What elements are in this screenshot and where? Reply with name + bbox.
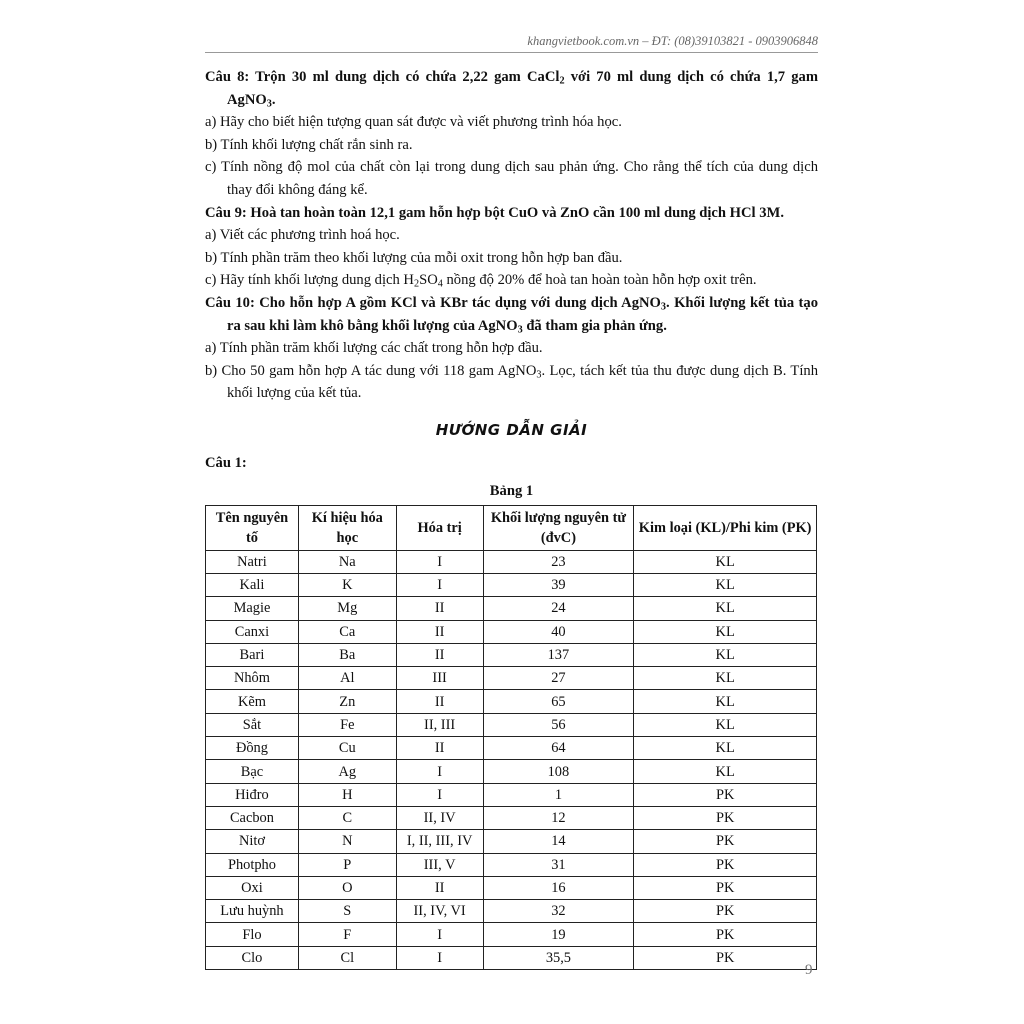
question-8-text: Trộn 30 ml dung dịch có chứa 2,22 gam CaCl	[255, 69, 560, 85]
table-row	[206, 667, 817, 690]
question-9-part-c	[205, 269, 818, 292]
cell-element-name: Sắt	[206, 713, 299, 736]
cell-atomic-mass: 56	[483, 713, 634, 736]
cell-symbol: F	[298, 923, 396, 946]
header-valence: Hóa trị	[396, 505, 483, 550]
cell-element-name: Lưu huỳnh	[206, 900, 299, 923]
cell-metal-type: KL	[634, 690, 817, 713]
solution-title: HƯỚNG DẪN GIẢI	[435, 420, 588, 439]
subscript: 3	[517, 324, 523, 336]
cell-element-name: Natri	[206, 550, 299, 573]
cell-element-name: Cacbon	[206, 806, 299, 829]
cell-metal-type: KL	[634, 713, 817, 736]
cell-symbol: Fe	[298, 713, 396, 736]
cell-metal-type: KL	[634, 573, 817, 596]
cell-atomic-mass: 1	[483, 783, 634, 806]
subscript: 3	[660, 301, 667, 313]
cell-valence: I	[396, 760, 483, 783]
cell-valence: I	[396, 946, 483, 969]
header-atomic-mass: Khối lượng nguyên tử (đvC)	[483, 505, 634, 550]
question-10-text: Cho hỗn hợp A gồm KCl và KBr tác dụng với dung dịch AgNO	[259, 294, 661, 311]
table-row	[206, 923, 817, 946]
cell-valence: I	[396, 783, 483, 806]
cell-symbol: C	[298, 806, 396, 829]
cell-atomic-mass: 65	[483, 690, 634, 713]
header-symbol: Kí hiệu hóa học	[298, 505, 396, 550]
table-row	[206, 900, 817, 923]
cell-metal-type: KL	[634, 620, 817, 643]
cell-symbol: P	[298, 853, 396, 876]
question-8-text: .	[271, 91, 276, 108]
cell-symbol: Ba	[298, 643, 396, 666]
table-row	[206, 946, 817, 969]
cell-valence: II, IV	[396, 806, 483, 829]
cell-metal-type: PK	[634, 946, 817, 969]
cell-atomic-mass: 19	[483, 923, 634, 946]
table-row	[206, 830, 817, 853]
page-content	[205, 66, 818, 970]
subscript: 2	[413, 278, 420, 290]
cell-element-name: Đồng	[206, 737, 299, 760]
question-10-text: đã tham gia phản ứng.	[522, 317, 667, 334]
table-row	[206, 713, 817, 736]
cell-metal-type: KL	[634, 667, 817, 690]
table-row	[206, 783, 817, 806]
table-row	[206, 876, 817, 899]
cell-atomic-mass: 14	[483, 830, 634, 853]
cell-symbol: Ag	[298, 760, 396, 783]
header-divider	[205, 52, 818, 53]
cell-atomic-mass: 137	[483, 643, 634, 666]
cell-metal-type: KL	[634, 643, 817, 666]
cell-symbol: N	[298, 830, 396, 853]
cell-valence: III, V	[396, 853, 483, 876]
cell-element-name: Nitơ	[206, 830, 299, 853]
cell-symbol: Cl	[298, 946, 396, 969]
cell-valence: III	[396, 667, 483, 690]
cell-metal-type: PK	[634, 830, 817, 853]
cell-atomic-mass: 64	[483, 737, 634, 760]
cell-atomic-mass: 35,5	[483, 946, 634, 969]
cell-atomic-mass: 31	[483, 853, 634, 876]
cell-atomic-mass: 23	[483, 550, 634, 573]
table-body	[206, 550, 817, 969]
cell-valence: II	[396, 597, 483, 620]
cell-element-name: Photpho	[206, 853, 299, 876]
subscript: 4	[437, 278, 443, 290]
table-row	[206, 760, 817, 783]
table-row	[206, 573, 817, 596]
cell-element-name: Oxi	[206, 876, 299, 899]
element-table	[205, 505, 817, 970]
question-9-part-b: b) Tính phần trăm theo khối lượng của mỗi oxit trong hỗn hợp ban đầu.	[205, 249, 623, 266]
cell-element-name: Bạc	[206, 760, 299, 783]
subscript: 3	[536, 369, 542, 381]
cell-valence: II, IV, VI	[396, 900, 483, 923]
subscript: 3	[266, 98, 272, 110]
header-element-name: Tên nguyên tố	[206, 505, 299, 550]
cell-metal-type: KL	[634, 597, 817, 620]
cell-symbol: Na	[298, 550, 396, 573]
question-10-text: . Khối lượng kết tủa tạo ra sau khi làm khô bằng khối lượng của AgNO	[227, 294, 819, 334]
question-9-label: Câu 9:	[205, 204, 247, 221]
table-row	[206, 550, 817, 573]
page-number: 9	[805, 962, 813, 978]
cell-element-name: Kẽm	[206, 690, 299, 713]
table-header-row	[206, 505, 817, 550]
question-10-b-text: . Lọc, tách kết tủa thu được dung dịch B. Tính khối lượng của kết tủa.	[227, 362, 818, 402]
question-10	[205, 292, 818, 337]
cell-metal-type: KL	[634, 550, 817, 573]
cell-element-name: Bari	[206, 643, 299, 666]
question-9-c-text: SO	[419, 272, 438, 289]
cell-symbol: Al	[298, 667, 396, 690]
cell-element-name: Magie	[206, 597, 299, 620]
cell-metal-type: KL	[634, 760, 817, 783]
page-header: khangvietbook.com.vn – ĐT: (08)39103821 - 0903906848	[527, 34, 818, 48]
cell-symbol: O	[298, 876, 396, 899]
cell-element-name: Hiđro	[206, 783, 299, 806]
cell-element-name: Clo	[206, 946, 299, 969]
table-row	[206, 597, 817, 620]
question-10-label: Câu 10:	[205, 294, 255, 311]
table-row	[206, 853, 817, 876]
cell-atomic-mass: 27	[483, 667, 634, 690]
cell-valence: II, III	[396, 713, 483, 736]
question-8-part-b: b) Tính khối lượng chất rắn sinh ra.	[205, 136, 413, 153]
cell-metal-type: PK	[634, 900, 817, 923]
cell-element-name: Nhôm	[206, 667, 299, 690]
cell-symbol: Mg	[298, 597, 396, 620]
cell-symbol: H	[298, 783, 396, 806]
cell-metal-type: PK	[634, 923, 817, 946]
cell-valence: I	[396, 923, 483, 946]
table-row	[206, 620, 817, 643]
cell-atomic-mass: 32	[483, 900, 634, 923]
cell-symbol: Zn	[298, 690, 396, 713]
cell-atomic-mass: 24	[483, 597, 634, 620]
table-row	[206, 690, 817, 713]
cell-valence: I	[396, 573, 483, 596]
question-8	[205, 66, 818, 111]
cell-metal-type: KL	[634, 737, 817, 760]
cell-element-name: Flo	[206, 923, 299, 946]
question-9-c-text: nồng độ 20% để hoà tan hoàn toàn hỗn hợp oxit trên.	[442, 272, 757, 289]
cell-valence: II	[396, 643, 483, 666]
cell-atomic-mass: 40	[483, 620, 634, 643]
question-9-c-text: c) Hãy tính khối lượng dung dịch H	[205, 272, 414, 289]
cell-valence: I	[396, 550, 483, 573]
table-row	[206, 643, 817, 666]
cell-symbol: Ca	[298, 620, 396, 643]
question-10-part-a: a) Tính phần trăm khối lượng các chất trong hỗn hợp đầu.	[205, 340, 543, 357]
cell-atomic-mass: 39	[483, 573, 634, 596]
table-caption: Bảng 1	[489, 483, 534, 500]
cell-metal-type: PK	[634, 853, 817, 876]
cell-symbol: Cu	[298, 737, 396, 760]
question-10-b-text: b) Cho 50 gam hỗn hợp A tác dung với 118 gam AgNO	[205, 362, 537, 379]
cau-1-label: Câu 1:	[205, 454, 247, 471]
cell-metal-type: PK	[634, 783, 817, 806]
cell-valence: II	[396, 737, 483, 760]
header-metal-type: Kim loại (KL)/Phi kim (PK)	[634, 505, 817, 550]
cell-element-name: Kali	[206, 573, 299, 596]
table-row	[206, 806, 817, 829]
question-8-part-c: c) Tính nồng độ mol của chất còn lại trong dung dịch sau phản ứng. Cho rằng thể tích của dung dịch thay đổi không đáng kể.	[205, 159, 818, 198]
cell-metal-type: PK	[634, 876, 817, 899]
cell-atomic-mass: 12	[483, 806, 634, 829]
cell-atomic-mass: 16	[483, 876, 634, 899]
table-row	[206, 737, 817, 760]
cell-symbol: S	[298, 900, 396, 923]
question-8-part-a: a) Hãy cho biết hiện tượng quan sát được và viết phương trình hóa học.	[205, 114, 622, 131]
question-8-label: Câu 8:	[205, 69, 250, 85]
cell-metal-type: PK	[634, 806, 817, 829]
cell-symbol: K	[298, 573, 396, 596]
question-9	[205, 202, 818, 225]
cell-element-name: Canxi	[206, 620, 299, 643]
question-8-text: với 70 ml dung dịch có chứa 1,7 gam AgNO	[227, 69, 818, 108]
question-9-text: Hoà tan hoàn toàn 12,1 gam hỗn hợp bột CuO và ZnO cần 100 ml dung dịch HCl 3M.	[250, 204, 784, 221]
cell-valence: II	[396, 876, 483, 899]
subscript: 2	[559, 75, 565, 87]
question-9-part-a: a) Viết các phương trình hoá học.	[205, 227, 400, 244]
cell-valence: II	[396, 690, 483, 713]
cell-atomic-mass: 108	[483, 760, 634, 783]
cell-valence: II	[396, 620, 483, 643]
cell-valence: I, II, III, IV	[396, 830, 483, 853]
question-10-part-b	[205, 360, 818, 405]
